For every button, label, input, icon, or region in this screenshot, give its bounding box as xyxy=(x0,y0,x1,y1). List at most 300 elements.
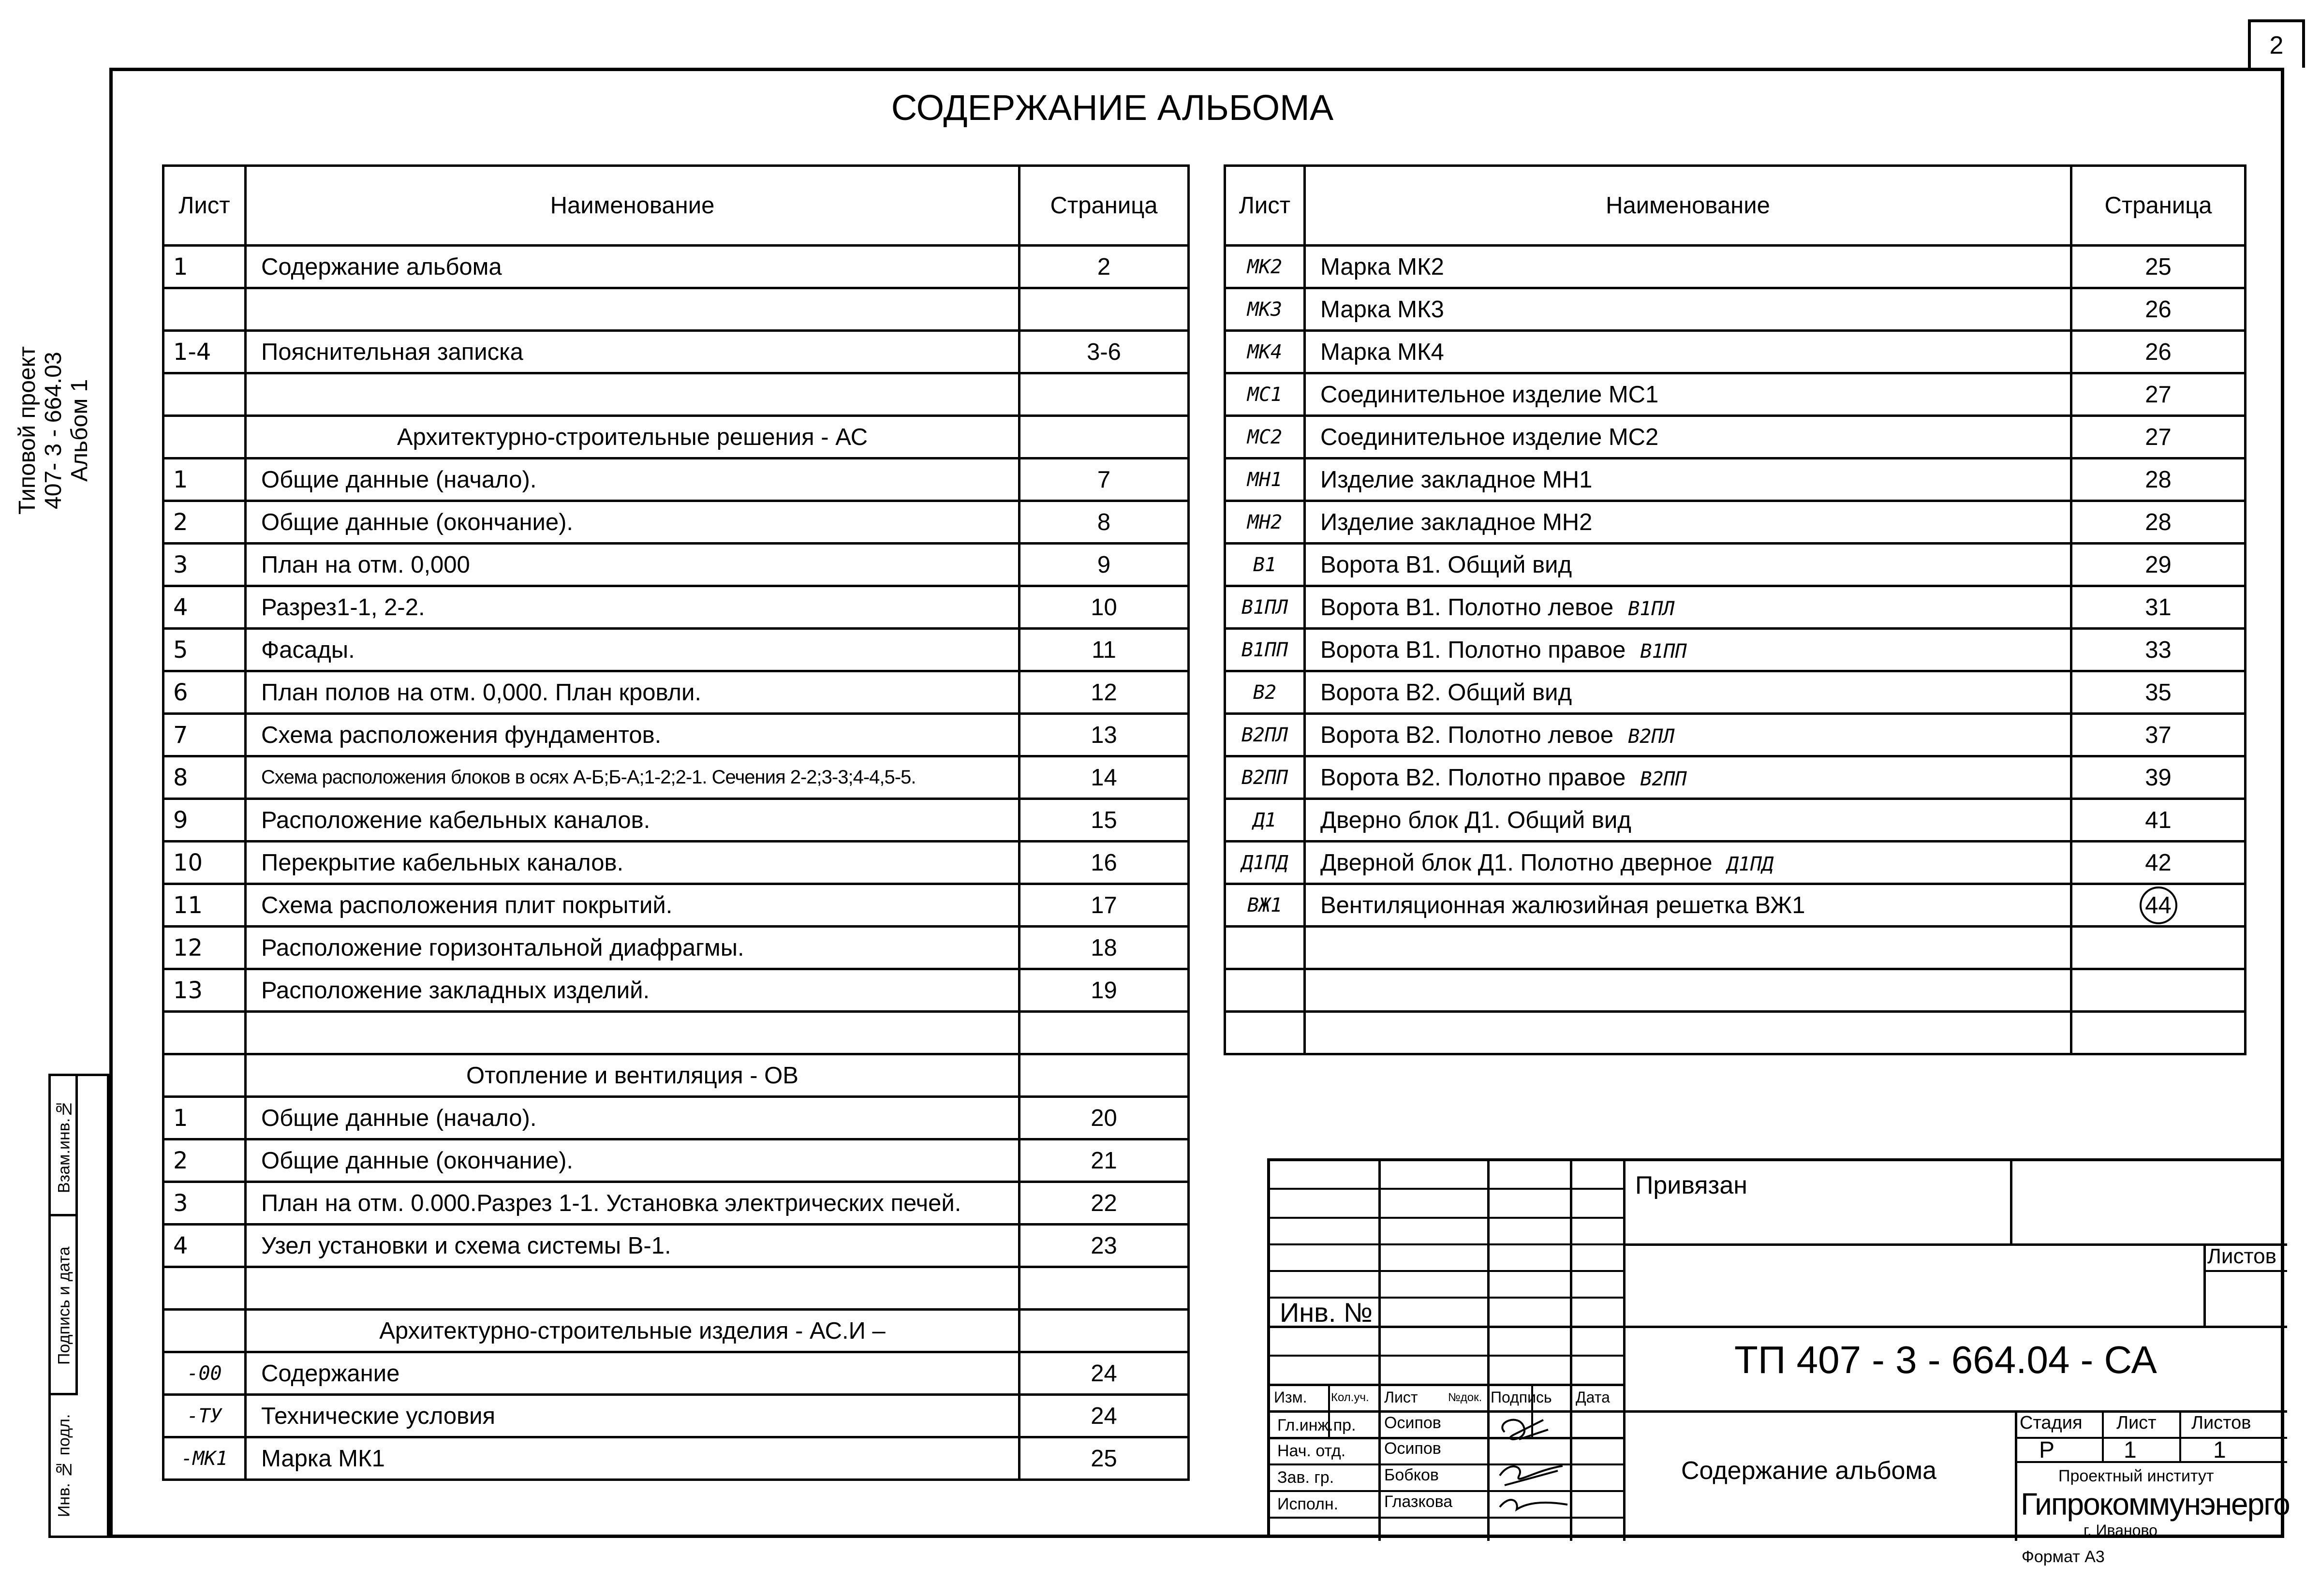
list-value: 1 xyxy=(2124,1437,2137,1463)
header-name: Наименование xyxy=(1305,166,2071,246)
row-page xyxy=(1020,714,1189,756)
row-hand-mark: В1ПЛ xyxy=(1628,597,1675,620)
row-name-text: Изделие закладное МН2 xyxy=(1320,509,1593,535)
col-list: Лист xyxy=(1384,1389,1418,1406)
table-row xyxy=(163,246,1189,288)
table-row xyxy=(163,288,1189,331)
role-3: Зав. гр. xyxy=(1277,1468,1334,1487)
page-number: 2 xyxy=(2248,19,2305,68)
listov-header: Листов xyxy=(2191,1413,2251,1433)
row-sheet: В1ПП xyxy=(1225,629,1305,671)
row-name-text: Ворота В2. Полотно правое xyxy=(1320,764,1626,791)
table-row xyxy=(163,714,1189,756)
row-name xyxy=(246,373,1020,416)
row-page xyxy=(1020,756,1189,799)
row-page xyxy=(1020,1267,1189,1310)
row-page-text: 21 xyxy=(1091,1147,1117,1174)
row-page xyxy=(2071,544,2246,586)
row-page-text: 29 xyxy=(2145,551,2172,578)
row-page-text: 25 xyxy=(1091,1445,1117,1472)
row-name-text: Узел установки и схема системы В-1. xyxy=(261,1232,671,1259)
row-sheet: 6 xyxy=(163,671,246,714)
row-hand-mark: В1ПП xyxy=(1640,640,1687,663)
row-page-circled: 44 xyxy=(2140,887,2177,924)
row-page xyxy=(1020,331,1189,373)
row-page-text: 13 xyxy=(1091,722,1117,748)
row-page xyxy=(1020,246,1189,288)
side-line-3: Альбом 1 xyxy=(67,379,92,482)
table-row xyxy=(1225,1012,2246,1054)
row-name-text: Расположение закладных изделий. xyxy=(261,977,650,1004)
row-name xyxy=(1305,288,2071,331)
row-sheet: Д1ПД xyxy=(1225,842,1305,884)
row-page xyxy=(2071,288,2246,331)
person-3: Бобков xyxy=(1384,1466,1439,1484)
row-name xyxy=(246,1395,1020,1437)
row-sheet: В2 xyxy=(1225,671,1305,714)
row-sheet xyxy=(163,373,246,416)
table-row xyxy=(1225,842,2246,884)
stamp-vzam: Взам.инв.№ xyxy=(55,1099,74,1193)
row-name xyxy=(1305,416,2071,458)
row-page-text: 33 xyxy=(2145,636,2172,663)
row-sheet xyxy=(163,1054,246,1097)
row-hand-mark: В2ПЛ xyxy=(1628,725,1675,748)
row-page-text: 24 xyxy=(1091,1403,1117,1429)
table-row xyxy=(1225,629,2246,671)
row-page-text: 2 xyxy=(1097,253,1111,280)
table-row xyxy=(1225,458,2246,501)
header-page: Страница xyxy=(2071,166,2246,246)
table-row xyxy=(1225,756,2246,799)
table-row xyxy=(163,1054,1189,1097)
row-name-text: Технические условия xyxy=(261,1403,496,1429)
row-name-text: Перекрытие кабельных каналов. xyxy=(261,849,624,876)
row-page xyxy=(2071,842,2246,884)
header-sheet: Лист xyxy=(163,166,246,246)
row-sheet: 2 xyxy=(163,1139,246,1182)
row-name xyxy=(246,884,1020,927)
row-page-text: 15 xyxy=(1091,807,1117,833)
table-row xyxy=(163,1097,1189,1139)
row-page xyxy=(1020,1437,1189,1480)
row-page xyxy=(1020,629,1189,671)
row-hand-mark: В2ПП xyxy=(1640,768,1687,790)
row-name-text: План на отм. 0.000.Разрез 1-1. Установка электрических печей. xyxy=(261,1190,961,1216)
row-sheet: 13 xyxy=(163,969,246,1012)
row-sheet: В2ПЛ xyxy=(1225,714,1305,756)
row-page-text: 19 xyxy=(1091,977,1117,1004)
row-sheet: МС1 xyxy=(1225,373,1305,416)
table-row xyxy=(1225,544,2246,586)
table-row xyxy=(163,799,1189,842)
row-sheet: 1 xyxy=(163,246,246,288)
table-row xyxy=(163,1395,1189,1437)
row-name xyxy=(246,1012,1020,1054)
table-row xyxy=(1225,331,2246,373)
table-row xyxy=(163,756,1189,799)
row-page xyxy=(1020,799,1189,842)
row-sheet: МН1 xyxy=(1225,458,1305,501)
table-row xyxy=(163,1139,1189,1182)
stamp-podpis: Подпись и дата xyxy=(55,1246,74,1365)
row-name-text: Ворота В2. Общий вид xyxy=(1320,679,1572,706)
listov-top-label: Листов xyxy=(2207,1244,2276,1268)
row-sheet: ВЖ1 xyxy=(1225,884,1305,927)
row-sheet xyxy=(163,416,246,458)
row-sheet: МК2 xyxy=(1225,246,1305,288)
row-sheet xyxy=(163,288,246,331)
row-page xyxy=(1020,1310,1189,1352)
row-name xyxy=(246,927,1020,969)
table-row xyxy=(163,1012,1189,1054)
person-2: Осипов xyxy=(1384,1439,1441,1458)
row-page xyxy=(2071,246,2246,288)
row-sheet: В2ПП xyxy=(1225,756,1305,799)
row-page xyxy=(1020,544,1189,586)
row-page-text: 37 xyxy=(2145,722,2172,748)
table-row xyxy=(163,1225,1189,1267)
row-sheet xyxy=(163,1012,246,1054)
row-page-text: 10 xyxy=(1091,594,1117,621)
row-page xyxy=(1020,1054,1189,1097)
col-kol: Кол.уч. xyxy=(1331,1391,1369,1404)
stamp-inv: Инв. № подл. xyxy=(55,1414,74,1517)
row-name-text: План полов на отм. 0,000. План кровли. xyxy=(261,679,701,706)
row-name xyxy=(246,1310,1020,1352)
row-name xyxy=(246,544,1020,586)
table-row xyxy=(163,1352,1189,1395)
row-name xyxy=(1305,842,2071,884)
row-name xyxy=(1305,629,2071,671)
table-row xyxy=(1225,416,2246,458)
row-name xyxy=(1305,714,2071,756)
list-header: Лист xyxy=(2116,1413,2157,1433)
signatures xyxy=(1490,1413,1572,1524)
row-name xyxy=(246,842,1020,884)
row-name-text: Расположение кабельных каналов. xyxy=(261,807,650,833)
row-page xyxy=(1020,501,1189,544)
header-name: Наименование xyxy=(246,166,1020,246)
row-page-text: 11 xyxy=(1092,636,1116,663)
row-name-text: Вентиляционная жалюзийная решетка ВЖ1 xyxy=(1320,892,1805,918)
table-row xyxy=(1225,501,2246,544)
row-sheet xyxy=(1225,1012,1305,1054)
row-sheet: 5 xyxy=(163,629,246,671)
row-page xyxy=(1020,288,1189,331)
row-page xyxy=(1020,373,1189,416)
table-row xyxy=(163,1267,1189,1310)
row-name xyxy=(246,799,1020,842)
row-page-text: 27 xyxy=(2145,381,2172,408)
row-name-text: Разрез1-1, 2-2. xyxy=(261,594,425,621)
row-name-text: Архитектурно-строительные изделия - АС.И – xyxy=(379,1317,886,1344)
table-header-row xyxy=(163,166,1189,246)
row-sheet xyxy=(1225,969,1305,1012)
person-1: Осипов xyxy=(1384,1414,1441,1432)
row-name-text: Отопление и вентиляция - ОВ xyxy=(466,1062,798,1089)
row-page-text: 22 xyxy=(1091,1190,1117,1216)
row-sheet: 1 xyxy=(163,1097,246,1139)
header-sheet: Лист xyxy=(1225,166,1305,246)
row-sheet: 7 xyxy=(163,714,246,756)
table-row xyxy=(163,629,1189,671)
table-row xyxy=(163,842,1189,884)
row-sheet: 4 xyxy=(163,586,246,629)
row-page-text: 7 xyxy=(1097,466,1111,493)
row-name xyxy=(1305,671,2071,714)
row-page-text: 23 xyxy=(1091,1232,1117,1259)
row-sheet: 12 xyxy=(163,927,246,969)
row-sheet: 11 xyxy=(163,884,246,927)
row-sheet: 10 xyxy=(163,842,246,884)
row-page-text: 18 xyxy=(1091,934,1117,961)
row-name xyxy=(246,671,1020,714)
stage-value: Р xyxy=(2039,1437,2055,1463)
side-line-2: 407- 3 - 664.03 xyxy=(41,352,66,509)
row-name xyxy=(246,586,1020,629)
row-page xyxy=(2071,1012,2246,1054)
institute-label: Проектный институт xyxy=(2058,1467,2214,1485)
document-code: ТП 407 - 3 - 664.04 - СА xyxy=(1734,1338,2157,1381)
row-page-text: 9 xyxy=(1097,551,1111,578)
row-page xyxy=(2071,969,2246,1012)
header-page: Страница xyxy=(1020,166,1189,246)
row-sheet: 1 xyxy=(163,458,246,501)
inv-no-label: Инв. № xyxy=(1280,1297,1373,1328)
table-row xyxy=(163,331,1189,373)
contents-table-left xyxy=(162,164,1190,1481)
table-row xyxy=(1225,714,2246,756)
row-name xyxy=(246,246,1020,288)
row-page-text: 16 xyxy=(1091,849,1117,876)
table-row xyxy=(1225,884,2246,927)
row-page xyxy=(1020,927,1189,969)
row-page xyxy=(2071,458,2246,501)
table-row xyxy=(1225,246,2246,288)
row-name-text: Дверно блок Д1. Общий вид xyxy=(1320,807,1631,833)
row-name-text: План на отм. 0,000 xyxy=(261,551,470,578)
row-name xyxy=(1305,586,2071,629)
row-sheet: В1ПЛ xyxy=(1225,586,1305,629)
row-page xyxy=(1020,586,1189,629)
row-name-text: Ворота В1. Общий вид xyxy=(1320,551,1572,578)
row-name-text: Ворота В1. Полотно правое xyxy=(1320,636,1626,663)
row-page xyxy=(2071,416,2246,458)
city: г. Иваново xyxy=(2084,1522,2157,1539)
row-name-text: Фасады. xyxy=(261,636,355,663)
row-page-text: 41 xyxy=(2145,807,2172,833)
listov-value: 1 xyxy=(2213,1437,2226,1463)
person-4: Глазкова xyxy=(1384,1493,1453,1511)
row-name-text: Марка МК4 xyxy=(1320,339,1444,365)
row-page-text: 31 xyxy=(2145,594,2172,621)
row-name xyxy=(246,756,1020,799)
row-page xyxy=(1020,884,1189,927)
row-name xyxy=(246,1267,1020,1310)
row-page xyxy=(2071,884,2246,927)
row-page xyxy=(1020,842,1189,884)
row-name xyxy=(1305,799,2071,842)
row-name xyxy=(1305,501,2071,544)
row-sheet: 4 xyxy=(163,1225,246,1267)
row-page xyxy=(1020,458,1189,501)
row-name-text: Марка МК1 xyxy=(261,1445,385,1472)
row-name-text: Содержание xyxy=(261,1360,400,1387)
side-line-1: Типовой проект xyxy=(15,346,40,515)
row-page-text: 26 xyxy=(2145,339,2172,365)
row-page-text: 24 xyxy=(1091,1360,1117,1387)
row-page xyxy=(1020,1395,1189,1437)
row-page xyxy=(1020,1225,1189,1267)
row-sheet: В1 xyxy=(1225,544,1305,586)
row-name xyxy=(1305,458,2071,501)
row-name-text: Расположение горизонтальной диафрагмы. xyxy=(261,934,744,961)
row-page xyxy=(2071,671,2246,714)
row-page-text: 39 xyxy=(2145,764,2172,791)
row-page-text: 42 xyxy=(2145,849,2172,876)
row-name xyxy=(246,331,1020,373)
row-name-text: Общие данные (окончание). xyxy=(261,1147,574,1174)
row-name xyxy=(246,1437,1020,1480)
row-page-text: 26 xyxy=(2145,296,2172,323)
row-name xyxy=(246,1097,1020,1139)
table-row xyxy=(163,544,1189,586)
row-page xyxy=(2071,331,2246,373)
document-name: Содержание альбома xyxy=(1681,1457,1937,1485)
row-page xyxy=(1020,1139,1189,1182)
contents-table-right xyxy=(1224,164,2246,1055)
row-name xyxy=(1305,756,2071,799)
table-row xyxy=(163,969,1189,1012)
row-name xyxy=(1305,969,2071,1012)
row-name-text: Соединительное изделие МС1 xyxy=(1320,381,1659,408)
row-sheet: МН2 xyxy=(1225,501,1305,544)
row-name xyxy=(246,969,1020,1012)
row-name xyxy=(246,458,1020,501)
row-page-text: 27 xyxy=(2145,424,2172,450)
row-name xyxy=(246,1352,1020,1395)
table-row xyxy=(163,416,1189,458)
row-name-text: Марка МК3 xyxy=(1320,296,1444,323)
page-title: СОДЕРЖАНИЕ АЛЬБОМА xyxy=(891,88,1334,128)
row-name-text: Схема расположения фундаментов. xyxy=(261,722,662,748)
row-page xyxy=(1020,1352,1189,1395)
role-4: Исполн. xyxy=(1277,1495,1339,1513)
row-name-text: Дверной блок Д1. Полотно дверное xyxy=(1320,849,1713,876)
role-2: Нач. отд. xyxy=(1277,1442,1346,1460)
row-name xyxy=(1305,884,2071,927)
row-sheet: 9 xyxy=(163,799,246,842)
row-page-text: 20 xyxy=(1091,1105,1117,1131)
table-row xyxy=(163,586,1189,629)
table-row xyxy=(163,1437,1189,1480)
row-name xyxy=(246,1225,1020,1267)
row-page-text: 17 xyxy=(1091,892,1117,918)
row-page xyxy=(2071,714,2246,756)
row-page-text: 8 xyxy=(1097,509,1111,535)
row-name xyxy=(246,1054,1020,1097)
table-row xyxy=(163,1182,1189,1225)
row-name xyxy=(1305,373,2071,416)
row-page xyxy=(1020,969,1189,1012)
row-name-text: Пояснительная записка xyxy=(261,339,523,365)
row-sheet: МК4 xyxy=(1225,331,1305,373)
row-page-text: 3-6 xyxy=(1087,339,1121,365)
row-name-text: Общие данные (начало). xyxy=(261,466,537,493)
row-name xyxy=(246,714,1020,756)
row-sheet: 1-4 xyxy=(163,331,246,373)
table-row xyxy=(1225,586,2246,629)
row-page-text: 35 xyxy=(2145,679,2172,706)
format-label: Формат А3 xyxy=(2022,1548,2105,1566)
row-sheet xyxy=(1225,927,1305,969)
title-block xyxy=(1267,1158,2290,1539)
row-page xyxy=(2071,756,2246,799)
table-row xyxy=(1225,927,2246,969)
col-izm: Изм. xyxy=(1274,1389,1307,1406)
row-name-text: Схема расположения блоков в осях А-Б;Б-А;1-2;2-1. Сечения 2-2;3-3;4-4,5-5. xyxy=(261,767,916,788)
table-row xyxy=(163,671,1189,714)
row-sheet: -00 xyxy=(163,1352,246,1395)
col-podpis: Подпись xyxy=(1491,1389,1552,1406)
row-name-text: Общие данные (окончание). xyxy=(261,509,574,535)
col-data: Дата xyxy=(1576,1389,1610,1406)
row-page xyxy=(1020,1012,1189,1054)
table-row xyxy=(163,884,1189,927)
table-row xyxy=(163,927,1189,969)
row-page-text: 28 xyxy=(2145,509,2172,535)
row-hand-mark: Д1ПД xyxy=(1727,853,1773,875)
row-name-text: Содержание альбома xyxy=(261,253,502,280)
table-header-row xyxy=(1225,166,2246,246)
row-page-text: 25 xyxy=(2145,253,2172,280)
table-row xyxy=(163,1310,1189,1352)
table-row xyxy=(1225,373,2246,416)
table-row xyxy=(163,458,1189,501)
row-name xyxy=(1305,544,2071,586)
row-page-text: 12 xyxy=(1091,679,1117,706)
row-page xyxy=(1020,1182,1189,1225)
row-page xyxy=(2071,629,2246,671)
row-page xyxy=(2071,501,2246,544)
row-page xyxy=(2071,927,2246,969)
row-page xyxy=(2071,373,2246,416)
row-page xyxy=(2071,586,2246,629)
row-sheet: -ТУ xyxy=(163,1395,246,1437)
table-row xyxy=(1225,671,2246,714)
row-page xyxy=(1020,416,1189,458)
table-row xyxy=(1225,969,2246,1012)
row-name xyxy=(246,501,1020,544)
row-name-text: Схема расположения плит покрытий. xyxy=(261,892,673,918)
row-page-text: 14 xyxy=(1091,764,1117,791)
table-row xyxy=(163,501,1189,544)
row-name xyxy=(246,1182,1020,1225)
row-sheet: 3 xyxy=(163,1182,246,1225)
row-name xyxy=(1305,246,2071,288)
row-name xyxy=(246,629,1020,671)
row-name xyxy=(1305,331,2071,373)
row-name xyxy=(246,416,1020,458)
row-name xyxy=(1305,927,2071,969)
role-1: Гл.инж.пр. xyxy=(1277,1416,1356,1434)
row-sheet: 3 xyxy=(163,544,246,586)
row-page xyxy=(1020,1097,1189,1139)
row-name-text: Архитектурно-строительные решения - АС xyxy=(397,424,868,450)
table-row xyxy=(1225,288,2246,331)
row-page xyxy=(1020,671,1189,714)
